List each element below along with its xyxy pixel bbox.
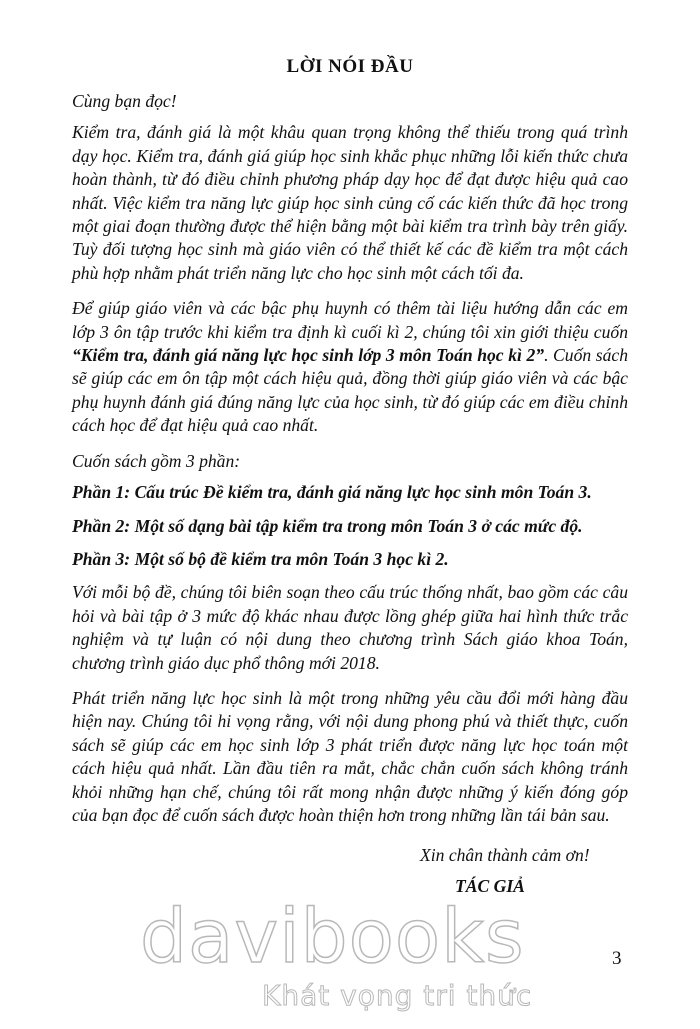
parts-intro: Cuốn sách gồm 3 phần: (72, 450, 241, 471)
preface-body (72, 90, 628, 839)
author-signature: TÁC GIẢ (455, 876, 525, 896)
paragraph-2 (72, 297, 628, 437)
greeting: Cùng bạn đọc! (72, 91, 177, 111)
watermark-tagline: Khát vọng tri thức (262, 979, 533, 1012)
page-title: LỜI NÓI ĐẦU (286, 56, 414, 77)
closing-line: Xin chân thành cảm ơn! (420, 845, 590, 865)
paragraph-3: Với mỗi bộ đề, chúng tôi biên soạn theo cấu trúc thống nhất, bao gồm các câu hỏi và bài tập ở 3 mức độ khác nhau được lồng ghép giữa hai hình thức trắc nghiệm và tự luận có nội dung theo chương trình Sách giáo khoa Toán, chương trình giáo dục phổ thông mới 2018. (72, 582, 628, 673)
watermark-logo: davibooks (140, 894, 525, 980)
page-number: 3 (612, 948, 622, 969)
paragraph-2-intro: Để giúp giáo viên và các bậc phụ huynh có thêm tài liệu hướng dẫn các em lớp 3 ôn tập trước khi kiểm tra định kì cuối kì 2, chúng tôi xin giới thiệu cuốn (72, 298, 628, 342)
part-item: Phần 2: Một số dạng bài tập kiểm tra trong môn Toán 3 ở các mức độ. (72, 515, 583, 536)
book-title: “Kiểm tra, đánh giá năng lực học sinh lớp 3 môn Toán học kì 2” (72, 345, 545, 366)
paragraph-1: Kiểm tra, đánh giá là một khâu quan trọng không thể thiếu trong quá trình dạy học. Kiểm tra, đánh giá giúp học sinh khắc phục những lỗi kiến thức chưa hoàn thành, từ đó điều chỉnh phương pháp dạy học để đạt được hiệu quả cao nhất. Việc kiểm tra năng lực giúp học sinh củng cố các kiến thức đã học trong một giai đoạn thường được thể hiện bằng một bài kiểm tra trình bày trên giấy. Tuỳ đối tượng học sinh mà giáo viên có thể thiết kế các đề kiểm tra một cách phù hợp nhằm phát triển năng lực cho học sinh một cách tối đa. (72, 122, 628, 283)
paragraph-2-rest: . Cuốn sách sẽ giúp các em ôn tập một cách hiệu quả, đồng thời giúp giáo viên và các bậc phụ huynh đánh giá đúng năng lực của học sinh, từ đó giúp các em điều chỉnh cách học để đạt hiệu quả cao nhất. (72, 345, 628, 436)
part-item: Phần 3: Một số bộ đề kiểm tra môn Toán 3 học kì 2. (72, 548, 449, 569)
paragraph-4: Phát triển năng lực học sinh là một trong những yêu cầu đổi mới hàng đầu hiện nay. Chúng tôi hi vọng rằng, với nội dung phong phú và thiết thực, cuốn sách sẽ giúp các em học sinh lớp 3 phát triển được năng lực học toán một cách hiệu quả nhất. Lần đầu tiên ra mắt, chắc chắn cuốn sách không tránh khỏi những hạn chế, chúng tôi rất mong nhận được những ý kiến đóng góp của bạn đọc để cuốn sách được hoàn thiện hơn trong những lần tái bản sau. (72, 687, 628, 825)
part-item: Phần 1: Cấu trúc Đề kiểm tra, đánh giá năng lực học sinh môn Toán 3. (72, 482, 592, 503)
